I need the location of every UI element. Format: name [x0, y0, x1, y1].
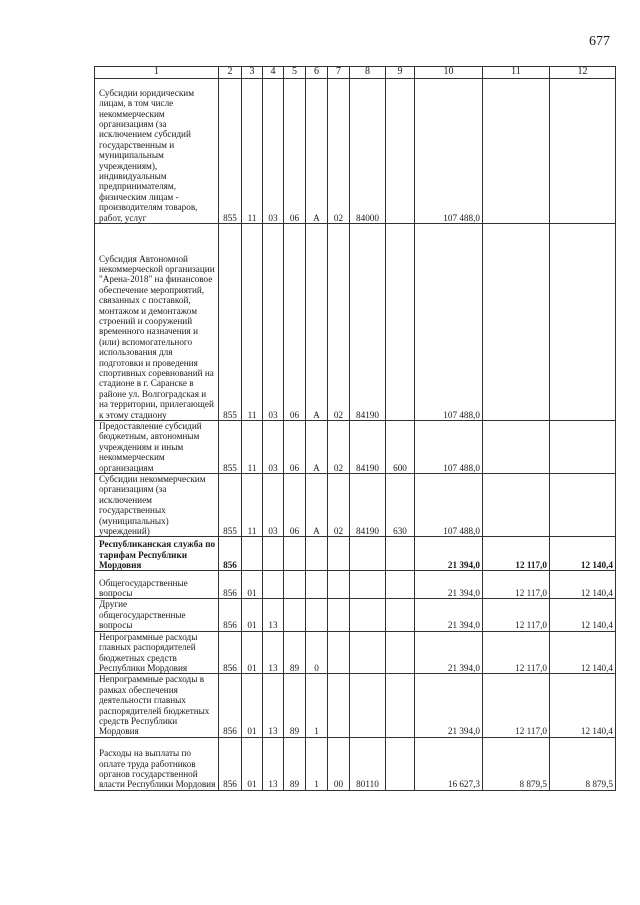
- row-code: 02: [328, 421, 350, 474]
- column-header: 9: [386, 67, 415, 79]
- row-code: [328, 571, 350, 599]
- row-code: [263, 571, 284, 599]
- row-amount: 12 117,0: [483, 631, 550, 674]
- row-amount: [483, 421, 550, 474]
- table-header: [95, 67, 616, 79]
- row-amount: 12 140,4: [550, 571, 616, 599]
- row-code: [350, 571, 386, 599]
- row-amount: 8 879,5: [550, 737, 616, 790]
- table-row: [95, 571, 616, 599]
- row-code: А: [306, 421, 328, 474]
- row-name: Субсидия Автономной некоммерческой организации "Арена-2018" на финансовое обеспечение мероприятий, связанных с поставкой, монтажом и демонтажом строений и сооружений временного назначения и (или) вспомогательного использования для подготовки и проведения спортивных соревнований на стадионе в г. Саранске в районе ул. Волгоградская и на территории, прилегающей к этому стадиону: [95, 224, 219, 421]
- row-code: 13: [263, 599, 284, 631]
- row-code: 84190: [350, 474, 386, 537]
- row-name: Субсидии некоммерческим организациям (за исключением государственных (муниципальных) учреждений): [95, 474, 219, 537]
- row-amount: 12 117,0: [483, 571, 550, 599]
- row-code: 13: [263, 737, 284, 790]
- row-code: 02: [328, 79, 350, 224]
- row-code: [306, 599, 328, 631]
- row-code: [386, 599, 415, 631]
- row-code: [328, 674, 350, 737]
- row-code: [328, 599, 350, 631]
- row-code: [350, 537, 386, 571]
- row-amount: 12 117,0: [483, 599, 550, 631]
- budget-table: [94, 66, 616, 791]
- page-number: 677: [589, 34, 610, 49]
- row-amount: 12 117,0: [483, 537, 550, 571]
- table-row: [95, 631, 616, 674]
- row-code: 856: [219, 599, 242, 631]
- row-code: [386, 631, 415, 674]
- row-code: [386, 224, 415, 421]
- row-code: 06: [284, 79, 306, 224]
- table-row: [95, 421, 616, 474]
- column-header: 4: [263, 67, 284, 79]
- row-amount: [550, 421, 616, 474]
- row-code: 03: [263, 224, 284, 421]
- row-amount: [483, 474, 550, 537]
- table-row: [95, 224, 616, 421]
- row-code: 630: [386, 474, 415, 537]
- row-code: [284, 537, 306, 571]
- row-code: 856: [219, 631, 242, 674]
- table-row: [95, 474, 616, 537]
- row-code: А: [306, 224, 328, 421]
- row-code: 03: [263, 421, 284, 474]
- row-code: 11: [242, 224, 263, 421]
- row-code: 84000: [350, 79, 386, 224]
- row-code: 11: [242, 421, 263, 474]
- row-code: 11: [242, 474, 263, 537]
- table-row: [95, 737, 616, 790]
- table-row: [95, 599, 616, 631]
- row-code: 89: [284, 631, 306, 674]
- row-code: 02: [328, 224, 350, 421]
- row-amount: [483, 79, 550, 224]
- row-name: Субсидии юридическим лицам, в том числе некоммерческим организациям (за исключением субсидий государственным и муниципальным учреждениям), индивидуальным предпринимателям, физическим лицам - производителям товаров, работ, услуг: [95, 79, 219, 224]
- column-header: 1: [95, 67, 219, 79]
- row-code: 01: [242, 737, 263, 790]
- table-row: [95, 79, 616, 224]
- row-code: 855: [219, 224, 242, 421]
- column-header: 11: [483, 67, 550, 79]
- row-amount: [483, 224, 550, 421]
- row-code: 00: [328, 737, 350, 790]
- row-code: 855: [219, 474, 242, 537]
- row-amount: 16 627,3: [415, 737, 483, 790]
- row-amount: 107 488,0: [415, 421, 483, 474]
- row-code: [284, 599, 306, 631]
- row-code: [350, 599, 386, 631]
- row-code: [306, 537, 328, 571]
- row-code: 11: [242, 79, 263, 224]
- row-code: 1: [306, 674, 328, 737]
- row-amount: 12 140,4: [550, 599, 616, 631]
- row-amount: 107 488,0: [415, 79, 483, 224]
- table-row: [95, 674, 616, 737]
- row-code: [306, 571, 328, 599]
- column-header: 7: [328, 67, 350, 79]
- row-code: 856: [219, 571, 242, 599]
- row-code: 600: [386, 421, 415, 474]
- column-header: 2: [219, 67, 242, 79]
- row-amount: 12 140,4: [550, 674, 616, 737]
- column-header: 6: [306, 67, 328, 79]
- row-code: 01: [242, 631, 263, 674]
- row-amount: 21 394,0: [415, 674, 483, 737]
- row-code: 06: [284, 224, 306, 421]
- column-header: 5: [284, 67, 306, 79]
- row-code: [328, 631, 350, 674]
- row-code: 06: [284, 474, 306, 537]
- row-code: [386, 674, 415, 737]
- row-code: А: [306, 79, 328, 224]
- row-code: 856: [219, 737, 242, 790]
- row-amount: 107 488,0: [415, 474, 483, 537]
- row-name: Непрограммные расходы главных распорядителей бюджетных средств Республики Мордовия: [95, 631, 219, 674]
- row-name: Расходы на выплаты по оплате труда работников органов государственной власти Республики Мордовия: [95, 737, 219, 790]
- row-code: 01: [242, 674, 263, 737]
- row-code: 01: [242, 599, 263, 631]
- row-code: 01: [242, 571, 263, 599]
- row-amount: 8 879,5: [483, 737, 550, 790]
- row-code: 856: [219, 674, 242, 737]
- row-code: 89: [284, 674, 306, 737]
- row-amount: 107 488,0: [415, 224, 483, 421]
- row-code: [386, 79, 415, 224]
- row-code: [242, 537, 263, 571]
- row-amount: 12 140,4: [550, 537, 616, 571]
- row-name: Общегосударственные вопросы: [95, 571, 219, 599]
- table-row: [95, 537, 616, 571]
- row-code: 80110: [350, 737, 386, 790]
- row-code: [386, 537, 415, 571]
- row-code: 03: [263, 474, 284, 537]
- column-header: 12: [550, 67, 616, 79]
- row-code: [284, 571, 306, 599]
- column-header: 3: [242, 67, 263, 79]
- row-amount: 12 117,0: [483, 674, 550, 737]
- row-code: 84190: [350, 421, 386, 474]
- row-code: 89: [284, 737, 306, 790]
- row-amount: [550, 224, 616, 421]
- row-amount: 12 140,4: [550, 631, 616, 674]
- row-name: Другие общегосударственные вопросы: [95, 599, 219, 631]
- row-amount: [550, 79, 616, 224]
- row-code: 13: [263, 631, 284, 674]
- row-code: 02: [328, 474, 350, 537]
- row-code: 13: [263, 674, 284, 737]
- row-code: 0: [306, 631, 328, 674]
- row-name: Республиканская служба по тарифам Республики Мордовия: [95, 537, 219, 571]
- row-code: 84190: [350, 224, 386, 421]
- row-code: [350, 631, 386, 674]
- row-amount: 21 394,0: [415, 537, 483, 571]
- header-row: [95, 67, 616, 79]
- row-amount: [550, 474, 616, 537]
- row-code: 856: [219, 537, 242, 571]
- column-header: 10: [415, 67, 483, 79]
- row-amount: 21 394,0: [415, 571, 483, 599]
- table-body: [95, 79, 616, 791]
- row-code: [328, 537, 350, 571]
- row-code: 1: [306, 737, 328, 790]
- row-code: [263, 537, 284, 571]
- row-code: [386, 737, 415, 790]
- row-code: 855: [219, 79, 242, 224]
- row-name: Предоставление субсидий бюджетным, автономным учреждениям и иным некоммерческим организациям: [95, 421, 219, 474]
- row-code: 03: [263, 79, 284, 224]
- column-header: 8: [350, 67, 386, 79]
- row-amount: 21 394,0: [415, 599, 483, 631]
- row-code: 06: [284, 421, 306, 474]
- row-code: А: [306, 474, 328, 537]
- row-code: [386, 571, 415, 599]
- row-code: [350, 674, 386, 737]
- row-code: 855: [219, 421, 242, 474]
- row-amount: 21 394,0: [415, 631, 483, 674]
- row-name: Непрограммные расходы в рамках обеспечения деятельности главных распорядителей бюджетных средств Республики Мордовия: [95, 674, 219, 737]
